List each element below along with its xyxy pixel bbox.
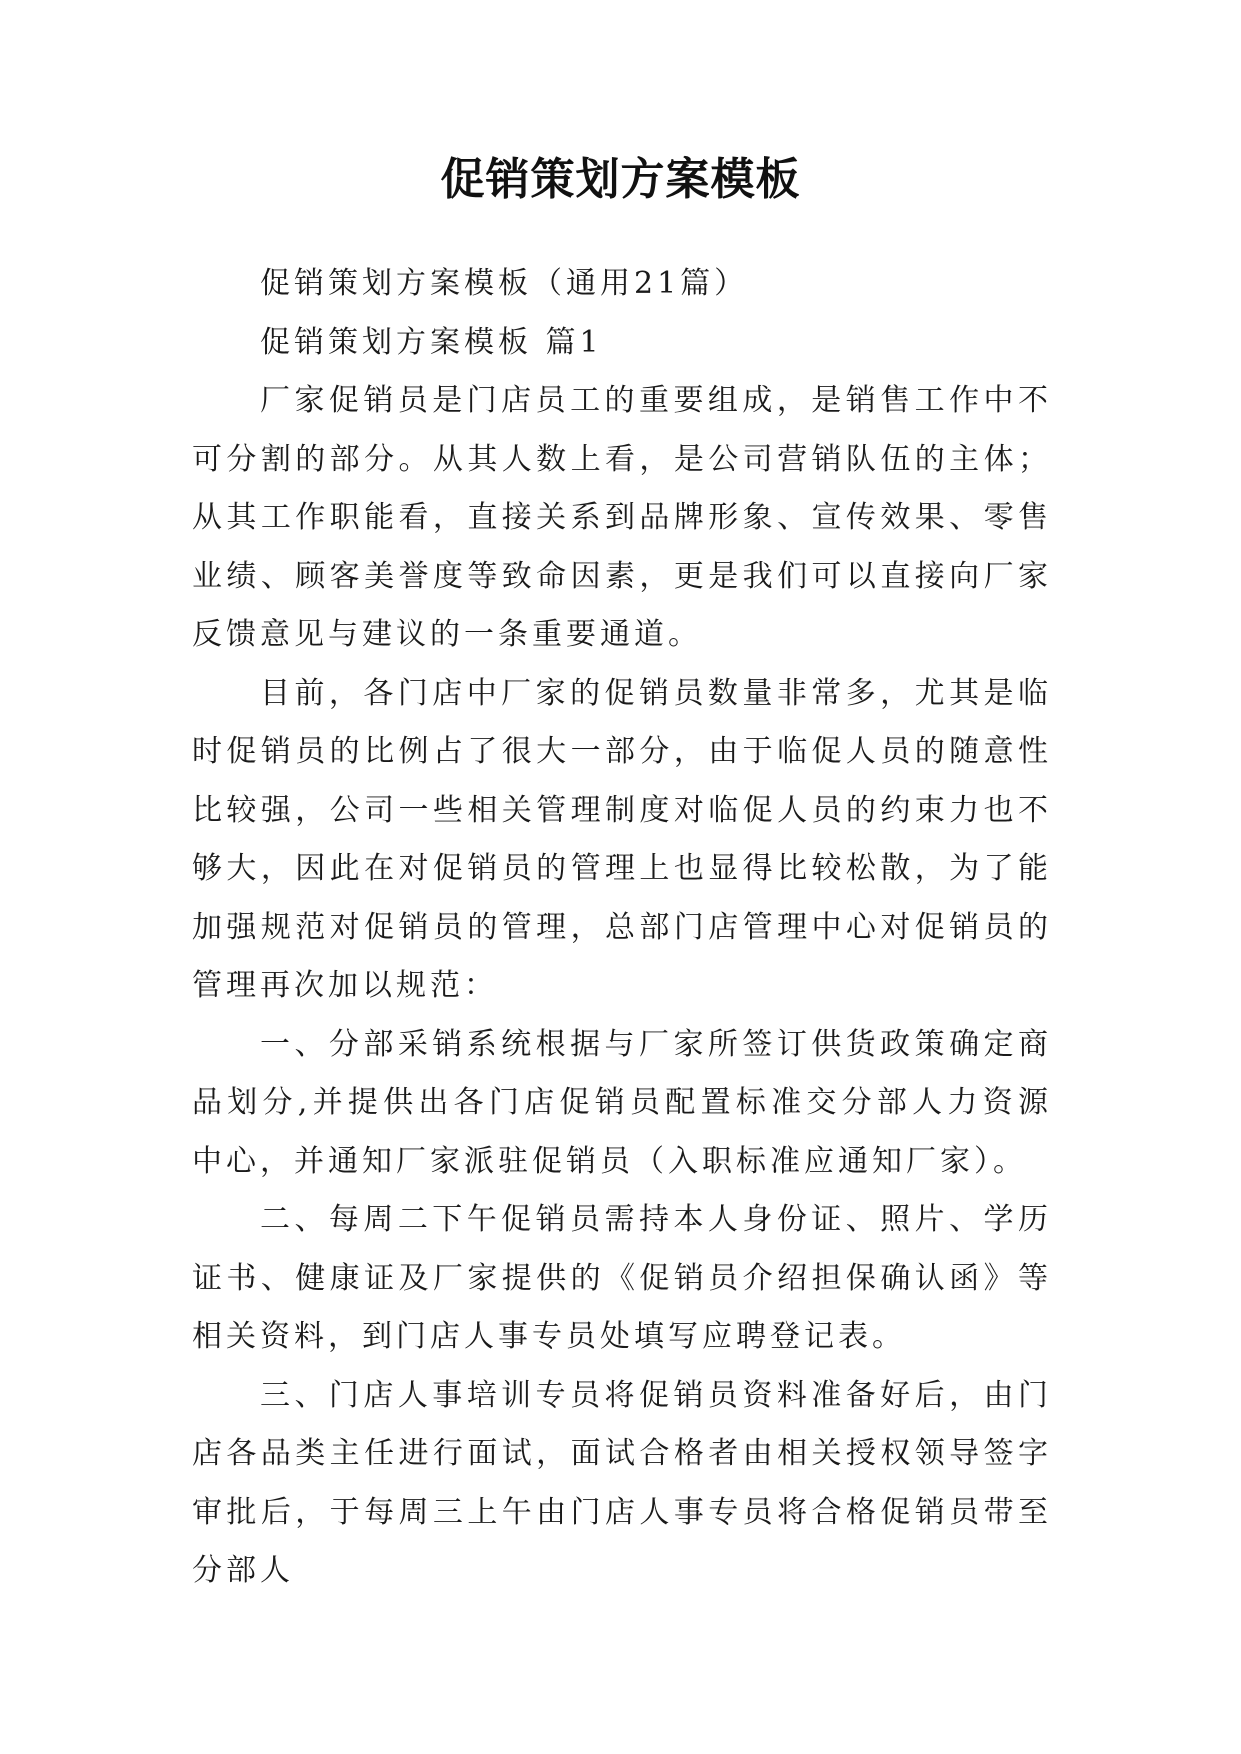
body-paragraph-5: 三、门店人事培训专员将促销员资料准备好后，由门店各品类主任进行面试，面试合格者由相关授权领导签字审批后，于每周三上午由门店人事专员将合格促销员带至分部人	[192, 1377, 1052, 1588]
document-subtitle: 促销策划方案模板（通用21篇）	[260, 266, 749, 301]
section-heading: 促销策划方案模板 篇1	[260, 324, 603, 360]
body-paragraph-3: 一、分部采销系统根据与厂家所签订供货政策确定商品划分,并提供出各门店促销员配置标准交分部人力资源中心，并通知厂家派驻促销员（入职标准应通知厂家）。	[192, 1026, 1052, 1179]
document-body	[192, 255, 1052, 1601]
document-title: 促销策划方案模板	[440, 154, 801, 205]
body-paragraph-2: 目前，各门店中厂家的促销员数量非常多，尤其是临时促销员的比例占了很大一部分，由于临促人员的随意性比较强，公司一些相关管理制度对临促人员的约束力也不够大，因此在对促销员的管理上也显得比较松散，为了能加强规范对促销员的管理，总部门店管理中心对促销员的管理再次加以规范：	[192, 675, 1052, 1003]
body-paragraph-1: 厂家促销员是门店员工的重要组成，是销售工作中不可分割的部分。从其人数上看，是公司营销队伍的主体；从其工作职能看，直接关系到品牌形象、宣传效果、零售业绩、顾客美誉度等致命因素，更是我们可以直接向厂家反馈意见与建议的一条重要通道。	[192, 383, 1052, 652]
body-paragraph-4: 二、每周二下午促销员需持本人身份证、照片、学历证书、健康证及厂家提供的《促销员介绍担保确认函》等相关资料，到门店人事专员处填写应聘登记表。	[192, 1202, 1052, 1354]
